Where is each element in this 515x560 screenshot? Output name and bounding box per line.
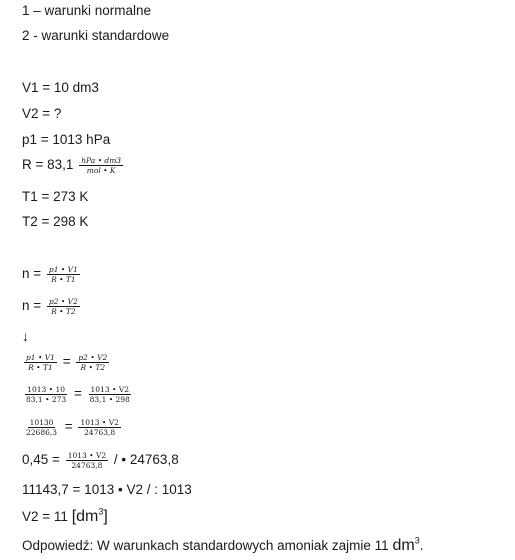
n1-den: R • T1 bbox=[51, 275, 76, 284]
eq1-left-den: R • T1 bbox=[28, 363, 53, 372]
n1-num: p1 • V1 bbox=[48, 265, 78, 274]
eq3-right-den: 24763,8 bbox=[84, 428, 116, 437]
answer-unit-base: dm bbox=[392, 537, 415, 554]
equation-1 bbox=[22, 353, 111, 372]
eq2-right-den: 83,1 • 298 bbox=[89, 395, 130, 404]
n-formula-1 bbox=[22, 265, 82, 284]
eq2-equals: = bbox=[73, 386, 82, 402]
eq3-equals: = bbox=[64, 419, 73, 435]
result-unit-open: [dm bbox=[71, 508, 99, 525]
equation-2 bbox=[22, 385, 134, 404]
eq1-left-num: p1 • V1 bbox=[26, 353, 55, 362]
eq1-left-fraction bbox=[24, 353, 57, 372]
eq3-right-num: 1013 • V2 bbox=[80, 418, 119, 427]
given-v2: V2 = ? bbox=[22, 106, 62, 121]
n-formula-2 bbox=[22, 297, 82, 316]
r-unit-fraction bbox=[79, 156, 123, 175]
result-line bbox=[22, 506, 108, 525]
eq4-num: 1013 • V2 bbox=[67, 451, 107, 460]
n2-num: p2 • V2 bbox=[48, 297, 78, 306]
answer-period: . bbox=[419, 538, 424, 553]
eq1-right-num: p2 • V2 bbox=[78, 353, 108, 362]
eq2-left-num: 1013 • 10 bbox=[27, 385, 66, 394]
equation-4 bbox=[22, 451, 179, 470]
eq2-right-fraction bbox=[88, 385, 132, 404]
result-unit-close: ] bbox=[103, 508, 108, 525]
answer-text: Odpowiedź: W warunkach standardowych amoniak zajmie 11 bbox=[22, 538, 389, 553]
n1-fraction bbox=[47, 265, 80, 284]
result-exponent: 3 bbox=[98, 506, 104, 517]
given-v1: V1 = 10 dm3 bbox=[22, 80, 99, 95]
eq1-right-den: R • T2 bbox=[80, 363, 106, 372]
given-r bbox=[22, 156, 125, 175]
eq4-left: 0,45 = bbox=[22, 452, 60, 468]
r-unit-den: mol • K bbox=[86, 166, 116, 175]
down-arrow-icon: ↓ bbox=[22, 328, 29, 344]
eq1-right-fraction bbox=[76, 353, 109, 372]
equation-5: 11143,7 = 1013 • V2 / : 1013 bbox=[22, 482, 192, 497]
eq2-left-fraction bbox=[24, 385, 68, 404]
given-t1: T1 = 273 K bbox=[22, 189, 89, 204]
header-line-1: 1 – warunki normalne bbox=[22, 3, 152, 18]
r-prefix: R = 83,1 bbox=[22, 157, 74, 173]
n-label-1: n = bbox=[22, 266, 42, 282]
eq2-left-den: 83,1 • 273 bbox=[26, 395, 67, 404]
given-t2: T2 = 298 K bbox=[22, 214, 89, 229]
eq3-left-den: 22686,3 bbox=[26, 428, 58, 437]
header-line-2: 2 - warunki standardowe bbox=[22, 28, 170, 43]
result-unit bbox=[72, 508, 108, 525]
n-label-2: n = bbox=[22, 298, 42, 314]
n2-den: R • T2 bbox=[51, 307, 76, 316]
eq4-fraction bbox=[66, 451, 108, 470]
eq1-equals: = bbox=[62, 354, 71, 370]
answer-unit bbox=[392, 537, 419, 554]
eq4-right: / • 24763,8 bbox=[113, 452, 179, 468]
eq3-right-fraction bbox=[78, 418, 120, 437]
result-prefix: V2 = 11 bbox=[22, 509, 68, 524]
given-p1: p1 = 1013 hPa bbox=[22, 132, 111, 147]
n2-fraction bbox=[47, 297, 80, 316]
answer-exponent: 3 bbox=[414, 535, 420, 546]
eq2-right-num: 1013 • V2 bbox=[90, 385, 129, 394]
eq3-left-num: 10130 bbox=[29, 418, 54, 427]
eq3-left-fraction bbox=[24, 418, 59, 437]
answer-line bbox=[22, 535, 424, 554]
equation-3 bbox=[22, 418, 123, 437]
r-unit-num: hPa • dm3 bbox=[81, 156, 122, 165]
eq4-den: 24763,8 bbox=[71, 461, 103, 470]
